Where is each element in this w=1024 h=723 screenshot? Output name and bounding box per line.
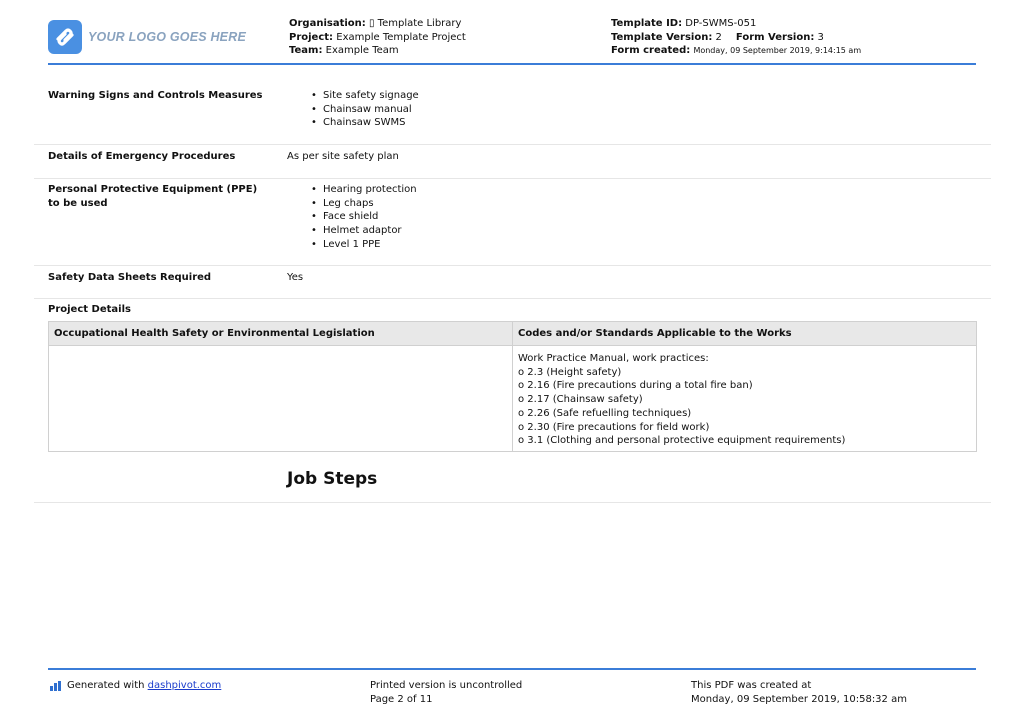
list-item: • Hearing protection bbox=[311, 183, 417, 197]
ppe-value bbox=[287, 183, 417, 252]
ppe-row bbox=[34, 179, 991, 266]
footer-page-info bbox=[370, 679, 522, 706]
codes-line: o 3.1 (Clothing and personal protective equipment requirements) bbox=[518, 435, 846, 447]
project-details-label: Project Details bbox=[48, 304, 131, 315]
form-version-value: 3 bbox=[817, 31, 824, 43]
sds-label: Safety Data Sheets Required bbox=[48, 272, 212, 283]
emergency-row bbox=[34, 145, 991, 179]
form-created-label: Form created: bbox=[611, 45, 691, 56]
list-item: • Site safety signage bbox=[311, 89, 419, 103]
sds-value: Yes bbox=[287, 272, 304, 283]
form-version-label: Form Version: bbox=[735, 31, 815, 43]
footer-pdf-info bbox=[691, 679, 907, 706]
codes-line: o 2.30 (Fire precautions for field work) bbox=[518, 421, 710, 433]
codes-line: Work Practice Manual, work practices: bbox=[518, 353, 709, 364]
pdf-created-date: Monday, 09 September 2019, 10:58:32 am bbox=[691, 693, 907, 705]
dashpivot-link[interactable]: dashpivot.com bbox=[147, 680, 222, 691]
codes-line: o 2.16 (Fire precautions during a total fire ban) bbox=[518, 380, 753, 392]
list-item: • Level 1 PPE bbox=[311, 238, 417, 252]
project-value: Example Template Project bbox=[336, 31, 466, 43]
template-id-label: Template ID: bbox=[611, 18, 683, 29]
project-details-table bbox=[48, 321, 977, 452]
footer-generated bbox=[50, 679, 221, 693]
team-label: Team: bbox=[289, 45, 323, 56]
ppe-label-line2: to be used bbox=[48, 198, 108, 209]
generated-prefix: Generated with bbox=[67, 680, 145, 691]
header-template-info bbox=[611, 17, 861, 58]
pdf-created-label: This PDF was created at bbox=[691, 680, 812, 691]
team-value: Example Team bbox=[325, 45, 399, 56]
logo-icon bbox=[48, 20, 82, 54]
template-id-value: DP-SWMS-051 bbox=[685, 18, 757, 29]
organisation-value: ▯ Template Library bbox=[368, 18, 462, 29]
warning-signs-list bbox=[311, 89, 419, 130]
list-item: • Leg chaps bbox=[311, 197, 417, 211]
list-item: • Chainsaw manual bbox=[311, 103, 419, 117]
warning-signs-label: Warning Signs and Controls Measures bbox=[48, 90, 263, 101]
list-item: • Face shield bbox=[311, 210, 417, 224]
emergency-label: Details of Emergency Procedures bbox=[48, 151, 236, 162]
list-item: • Chainsaw SWMS bbox=[311, 116, 419, 130]
warning-signs-value bbox=[287, 89, 419, 130]
codes-line: o 2.26 (Safe refuelling techniques) bbox=[518, 407, 692, 419]
template-version-value: 2 bbox=[715, 31, 722, 43]
col2-header: Codes and/or Standards Applicable to the Works bbox=[518, 328, 792, 339]
job-steps-title: Job Steps bbox=[287, 469, 378, 489]
form-created-value: Monday, 09 September 2019, 9:14:15 am bbox=[693, 46, 862, 55]
job-steps-divider bbox=[34, 502, 991, 503]
emergency-value: As per site safety plan bbox=[287, 151, 399, 162]
footer-divider bbox=[48, 668, 976, 670]
codes-line: o 2.3 (Height safety) bbox=[518, 366, 622, 378]
header-divider bbox=[48, 63, 976, 65]
template-version-label: Template Version: bbox=[611, 31, 713, 43]
uncontrolled-notice: Printed version is uncontrolled bbox=[370, 680, 523, 691]
ppe-label-line1: Personal Protective Equipment (PPE) bbox=[48, 184, 258, 195]
sds-row bbox=[34, 266, 991, 299]
organisation-label: Organisation: bbox=[289, 18, 366, 29]
col1-header: Occupational Health Safety or Environmental Legislation bbox=[54, 328, 375, 339]
logo-text: YOUR LOGO GOES HERE bbox=[88, 30, 246, 44]
ppe-label bbox=[48, 183, 268, 211]
warning-signs-row bbox=[34, 88, 991, 145]
column-divider bbox=[512, 322, 513, 451]
list-item: • Helmet adaptor bbox=[311, 224, 417, 238]
codes-standards-cell bbox=[518, 352, 845, 448]
page-number: Page 2 of 11 bbox=[370, 693, 433, 705]
ppe-list bbox=[311, 183, 417, 252]
page-header bbox=[48, 14, 976, 66]
header-org-info bbox=[289, 17, 466, 58]
codes-line: o 2.17 (Chainsaw safety) bbox=[518, 394, 643, 406]
project-label: Project: bbox=[289, 31, 334, 43]
company-logo bbox=[48, 20, 246, 54]
dashpivot-icon bbox=[50, 681, 62, 691]
